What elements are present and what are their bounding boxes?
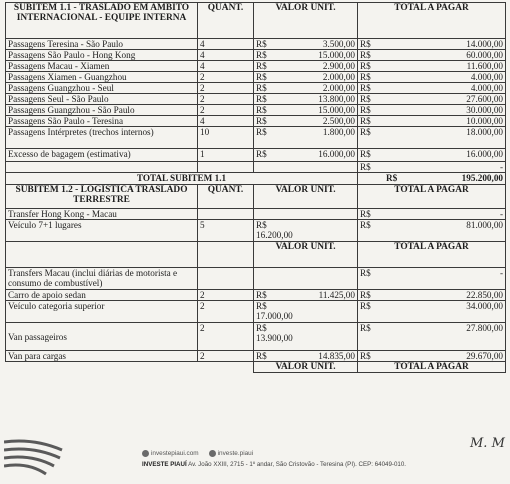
section2-title: SUBITEM 1.2 - LOGÍSTICA TRASLADO TERRESTRE [6,185,198,209]
row-total: R$ 14.000,00 [358,39,506,50]
row-desc: Passagens Guangzhou - São Paulo [6,105,198,116]
table-row [6,94,506,105]
row-qty: 5 [198,220,254,242]
row-qty: 2 [198,83,254,94]
row-unit: R$ 1.800,00 [254,127,358,149]
table-row [6,162,506,173]
row-desc: Passagens Intérpretes (trechos internos) [6,127,198,149]
row-total: R$ 4.000,00 [358,72,506,83]
row-qty: 4 [198,50,254,61]
unit-value-header: VALOR UNIT. [254,242,358,268]
social-link[interactable]: investe.piaui [209,450,254,457]
total-header: TOTAL A PAGAR [358,362,506,373]
table-row [6,268,506,290]
row-total: R$ - [358,162,506,173]
row-total: R$ 34.000,00 [358,301,506,323]
row-total: R$ 22.850,00 [358,290,506,301]
row-desc: Excesso de bagagem (estimativa) [6,149,198,162]
subtotal-label: TOTAL SUBITEM 1.1 [6,173,358,185]
unit-value-header: VALOR UNIT. [254,3,358,39]
row-total: R$ 10.000,00 [358,116,506,127]
table-row [6,127,506,149]
row-unit: R$ 15.000,00 [254,105,358,116]
row-unit: R$ 2.500,00 [254,116,358,127]
instagram-icon [209,450,216,457]
row-qty: 4 [198,39,254,50]
table-row [6,290,506,301]
table-row [6,50,506,61]
investe-piaui-logo-icon [4,438,64,482]
section1-title: SUBITEM 1.1 - TRASLADO EM AMBITO INTERNACIONAL - EQUIPE INTERNA [6,3,198,39]
row-total: R$ 18.000,00 [358,127,506,149]
row-desc: Passagens Xiamen - Guangzhou [6,72,198,83]
quant-header: QUANT. [198,185,254,209]
row-qty: 2 [198,105,254,116]
row-qty: 2 [198,72,254,83]
table-row [6,323,506,351]
table-row [6,72,506,83]
row-desc: Transfers Macau (inclui diárias de motorista e consumo de combustível) [6,268,198,290]
table-row [6,83,506,94]
row-total: R$ 27.800,00 [358,323,506,351]
subtotal-value: R$ 195.200,00 [358,173,506,185]
globe-icon [142,450,149,457]
total-header: TOTAL A PAGAR [358,242,506,268]
row-total: R$ 27.600,00 [358,94,506,105]
table-row [6,209,506,220]
row-qty: 2 [198,94,254,105]
row-total: R$ 81.000,00 [358,220,506,242]
row-unit: R$ 2.000,00 [254,72,358,83]
row-unit: R$ 16.200,00 [254,220,358,242]
row-unit: R$ 15.000,00 [254,50,358,61]
row-total: R$ 11.600,00 [358,61,506,72]
table-row [6,149,506,162]
row-desc: Van para cargas [6,351,198,362]
row-desc: Passagens Macau - Xiamen [6,61,198,72]
total-header: TOTAL A PAGAR [358,3,506,39]
row-unit: R$ 13.900,00 [254,323,358,351]
row-unit: R$ 3.500,00 [254,39,358,50]
table-row [6,39,506,50]
row-qty: 2 [198,323,254,351]
subtotal-row [6,173,506,185]
signature: M. M [470,436,505,451]
org-name: INVESTE PIAUÍ [142,461,187,468]
row-total: R$ 16.000,00 [358,149,506,162]
row-total: R$ - [358,268,506,290]
row-qty: 4 [198,61,254,72]
quant-header: QUANT. [198,3,254,39]
row-desc: Veículo categoria superior [6,301,198,323]
row-qty: 1 [198,149,254,162]
row-desc: Passagens Seul - São Paulo [6,94,198,105]
unit-value-header: VALOR UNIT. [254,362,358,373]
website-link[interactable]: investepiaui.com [142,450,199,457]
address: Av. João XXIII, 2715 - 1º andar, São Cristovão - Teresina (PI). CEP: 64049-010. [188,461,407,468]
row-total: R$ 30.000,00 [358,105,506,116]
table-row [6,105,506,116]
row-desc: Passagens São Paulo - Hong Kong [6,50,198,61]
table-row [6,351,506,362]
contact-line [142,450,253,457]
row-qty: 2 [198,351,254,362]
row-total: R$ - [358,209,506,220]
table-row [6,61,506,72]
address-line [142,461,406,468]
row-qty: 2 [198,301,254,323]
row-unit: R$ 11.425,00 [254,290,358,301]
row-desc: Carro de apoio sedan [6,290,198,301]
row-total: R$ 4.000,00 [358,83,506,94]
row-total: R$ 29.670,00 [358,351,506,362]
unit-value-header: VALOR UNIT. [254,185,358,209]
row-desc: Passagens Teresina - São Paulo [6,39,198,50]
row-unit: R$ 2.000,00 [254,83,358,94]
row-total: R$ 60.000,00 [358,50,506,61]
table-row [6,301,506,323]
row-unit: R$ 2.900,00 [254,61,358,72]
row-qty: 10 [198,127,254,149]
budget-table [5,2,506,373]
row-desc: Van passageiros [6,323,198,351]
row-unit: R$ 16.000,00 [254,149,358,162]
table-row [6,220,506,242]
table-row [6,116,506,127]
page-footer [0,432,510,484]
row-desc: Veículo 7+1 lugares [6,220,198,242]
total-header: TOTAL A PAGAR [358,185,506,209]
row-unit: R$ 13.800,00 [254,94,358,105]
row-desc: Transfer Hong Kong - Macau [6,209,198,220]
row-unit: R$ 14.835,00 [254,351,358,362]
row-unit: R$ 17.000,00 [254,301,358,323]
row-qty: 2 [198,290,254,301]
row-desc: Passagens São Paulo - Teresina [6,116,198,127]
row-qty: 4 [198,116,254,127]
row-desc: Passagens Guangzhou - Seul [6,83,198,94]
